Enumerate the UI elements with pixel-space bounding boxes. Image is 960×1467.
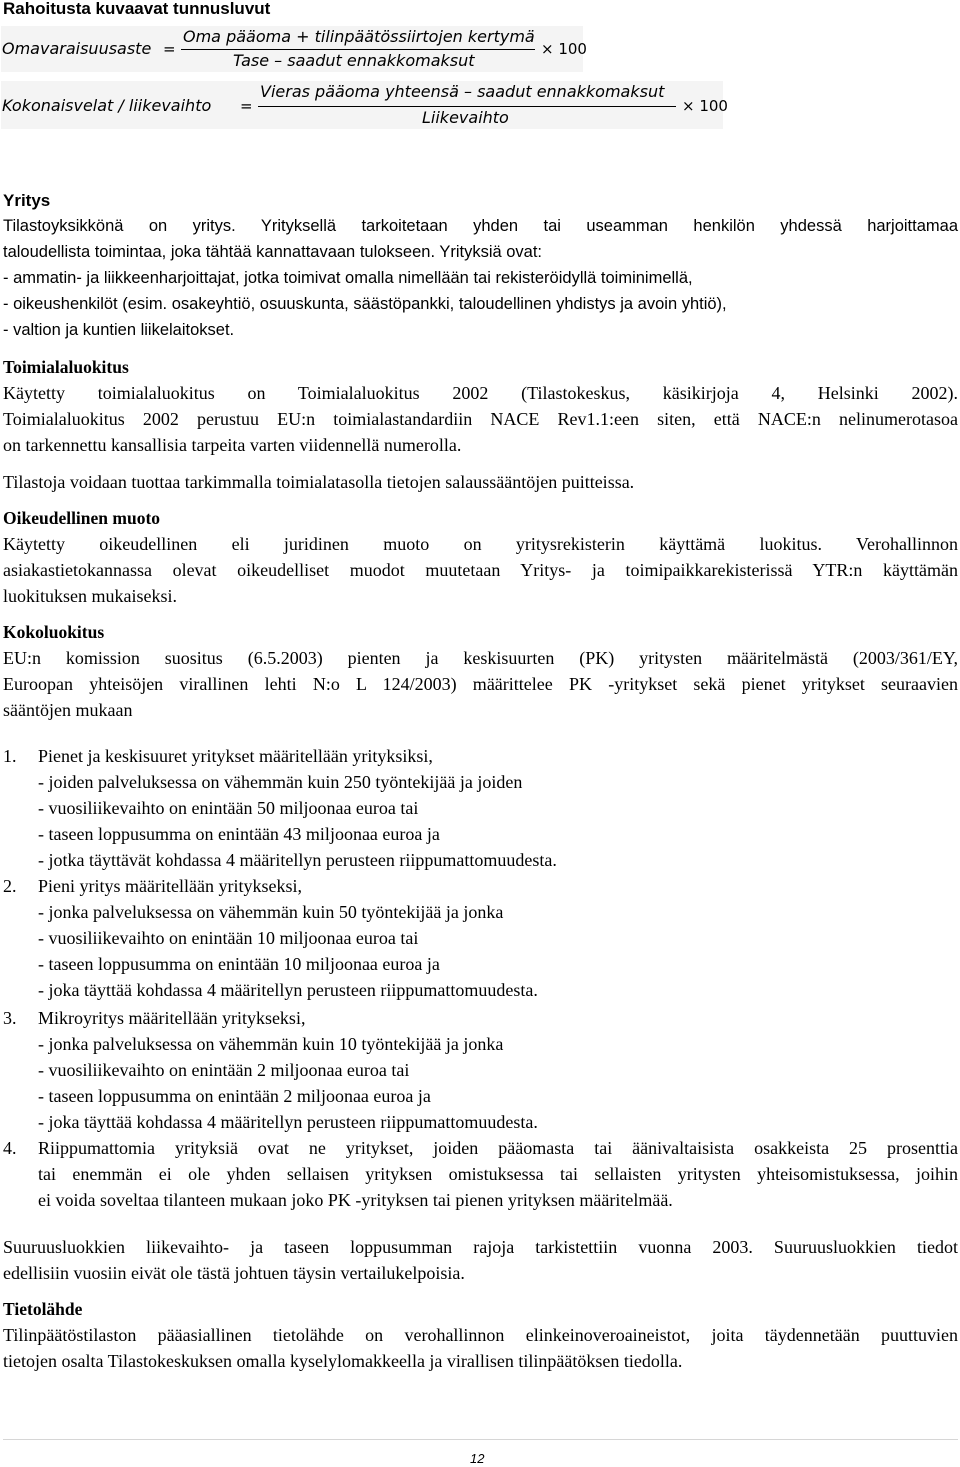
- section-title-kokoluokitus: Kokoluokitus: [3, 622, 105, 642]
- toimiala-line: Käytetty toimialaluokitus on Toimialaluokitus 2002 (Tilastokeskus, käsikirjoja 4, Helsinki 2002).: [3, 383, 958, 403]
- fraction-bar: [258, 106, 676, 107]
- page-heading: Rahoitusta kuvaavat tunnusluvut: [3, 0, 271, 18]
- formula-equals: =: [240, 97, 253, 115]
- list-item-line: Mikroyritys määritellään yritykseksi,: [38, 1008, 306, 1028]
- section-title-yritys: Yritys: [3, 191, 51, 210]
- list-item-line: - vuosiliikevaihto on enintään 2 miljoonaa euroa tai: [38, 1060, 410, 1080]
- formula-lhs: Kokonaisvelat / liikevaihto: [2, 96, 212, 115]
- kokoluokitus-line: Euroopan yhteisöjen virallinen lehti N:o L 124/2003) määrittelee PK -yritykset sekä pienet yritykset seuraavien: [3, 674, 958, 694]
- toimiala-line: on tarkennettu kansallisia tarpeita varten viidennellä numerolla.: [3, 435, 462, 455]
- list-item-line: - joka täyttää kohdassa 4 määritellyn perusteen riippumattomuudesta.: [38, 980, 538, 1000]
- tietolahde-line: Tilinpäätöstilaston pääasiallinen tietolähde on verohallinnon elinkeinoveroaineistot, joita täydennetään puuttuvien: [3, 1325, 958, 1345]
- formula-numerator: Vieras pääoma yhteensä – saadut ennakkomaksut: [260, 82, 665, 101]
- fraction-bar: [181, 49, 535, 50]
- page-number: 12: [470, 1451, 485, 1466]
- kokoluokitus-line: sääntöjen mukaan: [3, 700, 133, 720]
- section-title-oikeudellinen-muoto: Oikeudellinen muoto: [3, 508, 161, 528]
- oikeudellinen-line: asiakastietokannassa olevat oikeudelliset muodot muutetaan Yritys- ja toimipaikkarekisterissä YTR:n käyttämän: [3, 560, 958, 580]
- list-number: 3.: [3, 1008, 17, 1028]
- yritys-line: - valtion ja kuntien liikelaitokset.: [3, 321, 235, 339]
- yritys-line: taloudellista toimintaa, joka tähtää kannattavaan tulokseen. Yrityksiä ovat:: [3, 243, 543, 261]
- kokoluokitus-line: EU:n komission suositus (6.5.2003) pienten ja keskisuurten (PK) yritysten määritelmästä (2003/361/EY,: [3, 648, 958, 668]
- list-item-line: Pienet ja keskisuuret yritykset määritellään yrityksiksi,: [38, 746, 433, 766]
- formula-equity-ratio: [1, 26, 587, 72]
- formula-multiplier: × 100: [682, 97, 728, 115]
- list-item-line: - jonka palveluksessa on vähemmän kuin 10 työntekijää ja jonka: [38, 1034, 504, 1054]
- formula-denominator: Liikevaihto: [422, 108, 509, 127]
- list-item-line: Pieni yritys määritellään yritykseksi,: [38, 876, 302, 896]
- formula-multiplier: × 100: [541, 40, 587, 58]
- list-item-line: ei voida soveltaa tilanteen mukaan joko PK -yrityksen tai pienen yrityksen määritelmää.: [38, 1190, 673, 1210]
- formula-lhs: Omavaraisuusaste: [2, 39, 152, 58]
- list-item-line: - taseen loppusumma on enintään 10 miljoonaa euroa ja: [38, 954, 440, 974]
- oikeudellinen-line: luokituksen mukaiseksi.: [3, 586, 177, 606]
- list-item-line: - jotka täyttävät kohdassa 4 määritellyn perusteen riippumattomuudesta.: [38, 850, 557, 870]
- list-item-line: - jonka palveluksessa on vähemmän kuin 50 työntekijää ja jonka: [38, 902, 504, 922]
- section-title-tietolahde: Tietolähde: [3, 1299, 83, 1319]
- toimiala-line: Toimialaluokitus 2002 perustuu EU:n toimialastandardiin NACE Rev1.1:een siten, että NACE:n nelinumerotasoa: [3, 409, 958, 429]
- tietolahde-line: tietojen osalta Tilastokeskuksen omalla kyselylomakkeella ja virallisen tilinpäätöksen tiedolla.: [3, 1351, 683, 1371]
- yritys-line: - ammatin- ja liikkeenharjoittajat, jotka toimivat omalla nimellään tai rekisteröidyllä toiminimellä,: [3, 269, 693, 287]
- list-number: 2.: [3, 876, 17, 896]
- kokoluokitus-note-line: edellisiin vuosiin eivät ole tästä johtuen täysin vertailukelpoisia.: [3, 1263, 465, 1283]
- formula-numerator: Oma pääoma + tilinpäätössiirtojen kertymä: [183, 27, 535, 46]
- toimiala-note: Tilastoja voidaan tuottaa tarkimmalla toimialatasolla tietojen salaussääntöjen puitteissa.: [3, 472, 635, 492]
- formula-equals: =: [163, 40, 176, 58]
- list-item-line: - taseen loppusumma on enintään 2 miljoonaa euroa ja: [38, 1086, 431, 1106]
- list-number: 4.: [3, 1138, 17, 1158]
- footer-rule: [3, 1439, 958, 1440]
- list-item-line: tai enemmän ei ole yhden sellaisen yrityksen omistuksessa tai sellaisten yritysten yhteisomistuksessa, joihin: [38, 1164, 958, 1184]
- formula-debt-to-turnover: [1, 81, 728, 129]
- section-title-toimialaluokitus: Toimialaluokitus: [3, 357, 129, 377]
- yritys-line: - oikeushenkilöt (esim. osakeyhtiö, osuuskunta, säästöpankki, taloudellinen yhdistys ja avoin yhtiö),: [3, 295, 727, 313]
- list-item-line: - vuosiliikevaihto on enintään 50 miljoonaa euroa tai: [38, 798, 419, 818]
- list-item-line: Riippumattomia yrityksiä ovat ne yritykset, joiden pääomasta tai äänivaltaisista osakkeista 25 prosenttia: [38, 1138, 958, 1158]
- list-item-line: - joiden palveluksessa on vähemmän kuin 250 työntekijää ja joiden: [38, 772, 523, 792]
- list-item-line: - taseen loppusumma on enintään 43 miljoonaa euroa ja: [38, 824, 440, 844]
- list-item-line: - joka täyttää kohdassa 4 määritellyn perusteen riippumattomuudesta.: [38, 1112, 538, 1132]
- list-item-line: - vuosiliikevaihto on enintään 10 miljoonaa euroa tai: [38, 928, 419, 948]
- formula-denominator: Tase – saadut ennakkomaksut: [233, 51, 475, 70]
- oikeudellinen-line: Käytetty oikeudellinen eli juridinen muoto on yritysrekisterin käyttämä luokitus. Verohallinnon: [3, 534, 958, 554]
- kokoluokitus-note-line: Suuruusluokkien liikevaihto- ja taseen loppusumman rajoja tarkistettiin vuonna 2003. Suuruusluokkien tiedot: [3, 1237, 958, 1257]
- yritys-line: Tilastoyksikkönä on yritys. Yrityksellä tarkoitetaan yhden tai useamman henkilön yhdessä harjoittamaa: [3, 217, 958, 235]
- list-number: 1.: [3, 746, 17, 766]
